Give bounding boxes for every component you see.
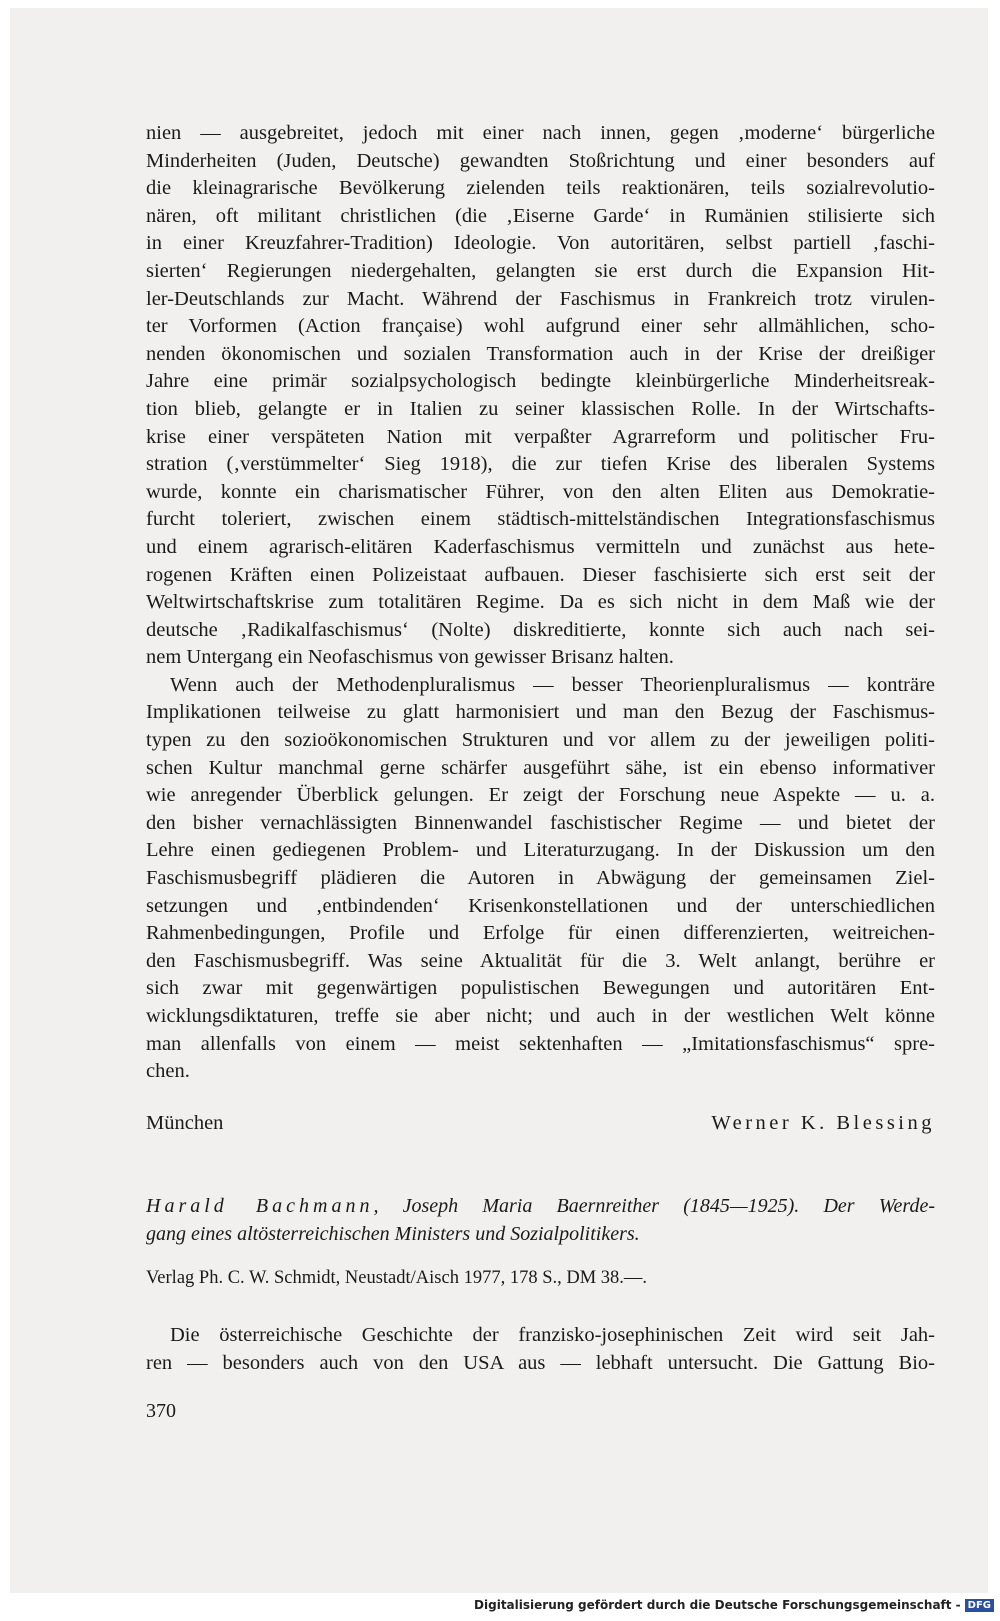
text-line: Jahre eine primär sozialpsychologisch bedingte kleinbürgerliche Minderheitsreak- xyxy=(146,370,935,393)
text-line: und einem agrarisch-elitären Kaderfaschismus vermitteln und zunächst aus hete- xyxy=(146,535,935,558)
signoff-author: Werner K. Blessing xyxy=(711,1112,935,1134)
signoff-place: München xyxy=(146,1112,224,1134)
text-line: den bisher vernachlässigten Binnenwandel faschistischer Regime — und bietet der xyxy=(146,811,935,834)
text-line: deutsche ‚Radikalfaschismus‘ (Nolte) diskreditierte, konnte sich auch nach sei- xyxy=(146,618,935,641)
text-line: in einer Kreuzfahrer-Tradition) Ideologie. Von autoritären, selbst partiell ‚faschi- xyxy=(146,232,935,255)
review-signoff xyxy=(146,1112,935,1135)
text-line: man allenfalls von einem — meist sektenhaften — „Imitationsfaschismus“ spre- xyxy=(146,1032,935,1055)
text-line: nem Untergang ein Neofaschismus von gewisser Brisanz halten. xyxy=(146,646,674,669)
text-line: typen zu den sozioökonomischen Strukturen und vor allem zu der jeweiligen politi- xyxy=(146,729,935,752)
text-line: nären, oft militant christlichen (die ‚Eiserne Garde‘ in Rumänien stilisierte sich xyxy=(146,204,935,227)
text-line: wie anregender Überblick gelungen. Er zeigt der Forschung neue Aspekte — u. a. xyxy=(146,784,935,807)
text-line: nien — ausgebreitet, jedoch mit einer nach innen, gegen ‚moderne‘ bürgerliche xyxy=(146,122,935,144)
text-line: Faschismusbegriff plädieren die Autoren in Abwägung der gemeinsamen Ziel- xyxy=(146,867,935,890)
text-line: Rahmenbedingungen, Profile und Erfolge für einen differenzierten, weitreichen- xyxy=(146,922,935,945)
text-line: Die österreichische Geschichte der franzisko-josephinischen Zeit wird seit Jah- xyxy=(170,1324,935,1346)
text-line: wurde, konnte ein charismatischer Führer, von den alten Eliten aus Demokratie- xyxy=(146,480,935,503)
text-line: stration (‚verstümmelter‘ Sieg 1918), die zur tiefen Krise des liberalen Systems xyxy=(146,453,935,476)
reviewed-book-title: , Joseph Maria Baernreither (1845—1925). Der Werde- xyxy=(373,1195,936,1217)
reviewed-author: Harald Bachmann xyxy=(146,1195,374,1217)
text-line: Weltwirtschaftskrise zum totalitären Regime. Da es sich nicht in dem Maß wie der xyxy=(146,591,935,614)
text-line: schen Kultur manchmal gerne schärfer ausgeführt sähe, ist ein ebenso informativer xyxy=(146,756,935,779)
text-line: krise einer verspäteten Nation mit verpaßter Agrarreform und politischer Fru- xyxy=(146,425,935,448)
text-line: wicklungsdiktaturen, treffe sie aber nicht; und auch in der westlichen Welt könne xyxy=(146,1005,935,1027)
text-line: Lehre einen gediegenen Problem- und Literaturzugang. In der Diskussion um den xyxy=(146,839,935,862)
text-line: den Faschismusbegriff. Was seine Aktualität für die 3. Welt anlangt, berühre er xyxy=(146,949,935,972)
text-line: Implikationen teilweise zu glatt harmonisiert und man den Bezug der Faschismus- xyxy=(146,701,935,724)
second-review-text xyxy=(146,1322,935,1377)
review-heading xyxy=(146,1192,935,1248)
text-line: sierten‘ Regierungen niedergehalten, gelangten sie erst durch die Expansion Hit- xyxy=(146,259,935,282)
text-line: ter Vorformen (Action française) wohl aufgrund einer sehr allmählichen, scho- xyxy=(146,315,935,338)
footer-text: Digitalisierung gefördert durch die Deutsche Forschungsgemeinschaft - xyxy=(474,1598,961,1612)
publisher-info: Verlag Ph. C. W. Schmidt, Neustadt/Aisch 1977, 178 S., DM 38.—. xyxy=(146,1268,648,1288)
page-number: 370 xyxy=(146,1400,176,1422)
text-line: tion blieb, gelangte er in Italien zu seiner klassischen Rolle. In der Wirtschafts- xyxy=(146,397,935,420)
review-body-text xyxy=(146,120,935,1086)
dfg-logo: DFG xyxy=(965,1599,994,1612)
text-line: sich zwar mit gegenwärtigen populistischen Bewegungen und autoritären Ent- xyxy=(146,977,935,1000)
digitization-footer xyxy=(474,1598,994,1612)
text-line: Minderheiten (Juden, Deutsche) gewandten Stoßrichtung und einer besonders auf xyxy=(146,149,935,172)
text-line: setzungen und ‚entbindenden‘ Krisenkonstellationen und der unterschiedlichen xyxy=(146,894,935,917)
text-line: furcht toleriert, zwischen einem städtisch-mittelständischen Integrationsfaschismus xyxy=(146,508,935,531)
text-line: ler-Deutschlands zur Macht. Während der Faschismus in Frankreich trotz virulen- xyxy=(146,287,935,310)
text-line: Wenn auch der Methodenpluralismus — besser Theorienpluralismus — konträre xyxy=(170,673,935,696)
text-line: rogenen Kräften einen Polizeistaat aufbauen. Dieser faschisierte sich erst seit der xyxy=(146,563,935,586)
text-line: die kleinagrarische Bevölkerung zielenden teils reaktionären, teils sozialrevolutio- xyxy=(146,177,935,200)
text-line: chen. xyxy=(146,1060,190,1083)
reviewed-book-subtitle: gang eines altösterreichischen Ministers und Sozialpolitikers. xyxy=(146,1223,640,1245)
text-line: nenden ökonomischen und sozialen Transformation auch in der Krise der dreißiger xyxy=(146,342,935,365)
text-line: ren — besonders auch von den USA aus — lebhaft untersucht. Die Gattung Bio- xyxy=(146,1351,935,1374)
